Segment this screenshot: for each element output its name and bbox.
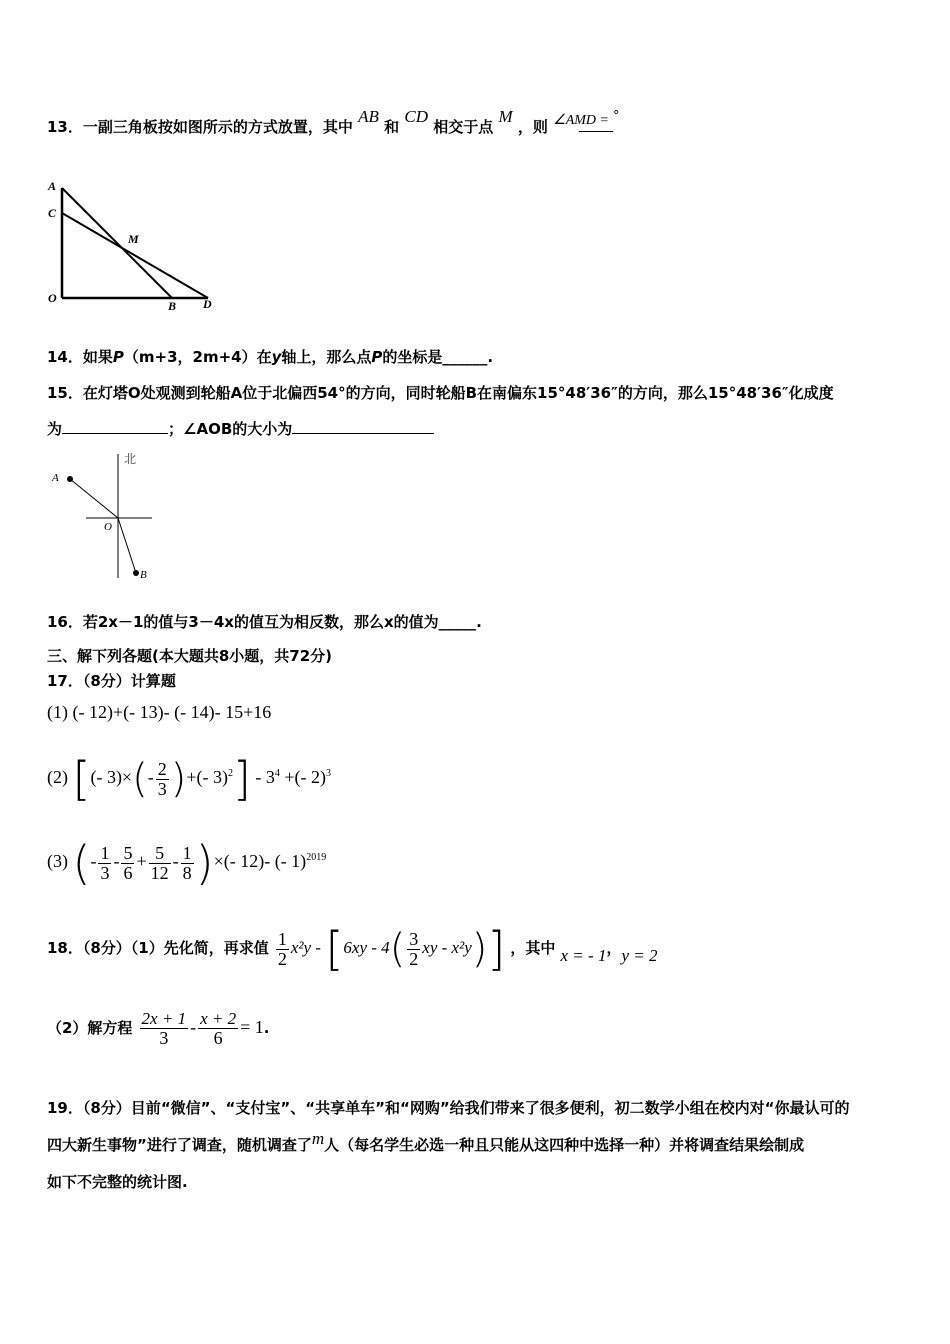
q15-line2 — [47, 418, 434, 439]
q13-degree: ° — [612, 109, 620, 124]
q17-part3: (3) (- $\frac{1}{3}$ - $\frac{5}{6}$ + $\frac{5}{12}$ - $\frac{1}{8}$ )×(- 12)- (- 1)$^{2019}$ — [47, 836, 327, 890]
q13-fig-label-c: C — [48, 206, 57, 220]
q16-text: 若2x－1的值与3－4x的值互为相反数，那么x的值为_____. — [82, 613, 482, 631]
q17-part3-frac3: $\frac{5}{12}$ — [150, 842, 169, 883]
q14-number: 14． — [47, 348, 83, 366]
q15-text-line2a: 为 — [47, 420, 63, 438]
section3-title: 三、解下列各题(本大题共8小题，共72分) — [47, 647, 333, 665]
q13-fig-segment-ab — [62, 188, 172, 298]
q18-frac-half: $\frac{1}{2}$ — [277, 928, 287, 969]
q15-fig-label-b: B — [140, 569, 147, 581]
q14-text1: 如果 — [82, 348, 113, 366]
q17-part2: (2) [(- 3)×(- $\frac{2}{3}$ )+(- $3)^2] - 3^4$ +(- 2)$^3$ — [47, 752, 332, 806]
q14-point-p2: P — [371, 348, 383, 366]
q15-fig-ray-oa — [70, 479, 118, 518]
q15-blank2 — [292, 419, 434, 434]
q18-part2-text: （2）解方程 — [47, 1019, 133, 1037]
q17-part2-c: - 3 — [255, 767, 275, 788]
q18-cond-x: x = - 1 — [560, 946, 607, 966]
q13-text1: 一副三角板按如图所示的方式放置，其中 — [82, 118, 353, 136]
q13-text3: ，则 — [517, 118, 548, 136]
q13-line — [47, 107, 620, 137]
q18-frac-three-half: $\frac{3}{2}$ — [409, 928, 419, 969]
q18-expr2: 6xy - 4 — [343, 938, 390, 958]
q19-var-m: m — [311, 1129, 325, 1148]
q15-fig-ray-ob — [118, 518, 136, 573]
q17-part2-neg: - — [147, 767, 154, 788]
q18-eq-frac2: $\frac{x + 2}{6}$ — [200, 1009, 237, 1048]
q18-eq-frac1: $\frac{2x + 1}{3}$ — [141, 1009, 187, 1048]
q13-figure — [40, 170, 230, 320]
q14-point-p: P — [112, 348, 124, 366]
q13-angle: ∠AMD = — [553, 113, 609, 128]
q15-fig-point-a — [67, 476, 73, 482]
q19-line3: 如下不完整的统计图. — [47, 1173, 188, 1191]
q15-fig-label-north: 北 — [124, 452, 137, 466]
q19-line1 — [47, 1097, 850, 1118]
q18-expr3: xy - x²y — [422, 938, 472, 958]
q17-line — [47, 670, 176, 691]
q18-part1: 18．（8分）（1）先化简，再求值 $\frac{1}{2}$ x²y - [6xy - 4( $\frac{3}{2}$ xy - x²y)] ，其中 x = - 1，y = 2 — [47, 922, 658, 976]
q17-part2-b: +(- 3) — [186, 767, 228, 788]
q16-number: 16． — [47, 613, 83, 631]
q13-fig-label-d: D — [203, 297, 212, 311]
q17-part3-frac4: $\frac{1}{8}$ — [182, 842, 192, 883]
q18-part2: （2）解方程 $\frac{2x + 1}{3}$ - $\frac{x + 2}{6}$ = 1. — [47, 1009, 270, 1048]
q18-part1-text: （8分）（1）先化简，再求值 — [82, 939, 269, 958]
q13-fig-label-b: B — [168, 299, 177, 313]
q17-part2-rbracket: ] — [232, 752, 251, 806]
q18-part1-tail: ，其中 — [510, 939, 556, 958]
q19-text-line1: （8分）目前“微信”、“支付宝”、“共享单车”和“网购”给我们带来了很多便利，初二数学小组在校内对“你最认可的 — [82, 1099, 850, 1117]
q13-fig-label-m: M — [128, 232, 139, 246]
q17-part2-lbracket: [ — [72, 752, 91, 806]
q17-part3-tail: ×(- 12)- (- 1) — [213, 851, 307, 872]
q15-line1 — [47, 382, 834, 403]
q17-part2-fraction: $\frac{2}{3}$ — [157, 758, 167, 799]
q19-number: 19． — [47, 1099, 83, 1117]
q17-part1: (1) (- 12)+(- 13)- (- 14)- 15+16 — [47, 702, 272, 722]
q18-eq-rhs: = 1 — [240, 1017, 264, 1037]
q13-fig-label-o: O — [48, 291, 57, 305]
q14-text3: 轴上，那么点 — [281, 348, 372, 366]
q15-fig-label-a: A — [52, 472, 59, 484]
q15-blank1 — [62, 419, 168, 434]
q18-cond-y: y = 2 — [621, 946, 658, 966]
q13-cd: CD — [404, 107, 429, 126]
q14-line — [47, 346, 493, 367]
q13-he: 和 — [384, 118, 400, 136]
q17-part2-d: +(- 2) — [284, 767, 327, 788]
q15-text-line2b: ；∠AOB的大小为 — [168, 420, 293, 438]
q15-number: 15． — [47, 384, 83, 402]
q15-figure — [40, 448, 165, 588]
q13-text2: 相交于点 — [433, 118, 494, 136]
q14-text4: 的坐标是______. — [382, 348, 494, 366]
q18-cond-sep: ， — [606, 939, 622, 958]
q13-fig-label-a: A — [48, 179, 57, 193]
q14-text2: 在 — [256, 348, 272, 366]
q17-part2-label: (2) — [47, 767, 68, 788]
q13-number: 13． — [47, 118, 83, 136]
q15-fig-point-b — [133, 570, 139, 576]
q14-axis-y: y — [271, 348, 282, 366]
q17-title: （8分）计算题 — [82, 672, 176, 690]
q17-part3-label: (3) — [47, 851, 68, 872]
q18-expr1: x²y - — [290, 938, 321, 958]
q16-line — [47, 611, 482, 632]
q19-line2 — [47, 1129, 805, 1155]
q13-ab: AB — [358, 107, 379, 126]
q15-fig-label-o: O — [104, 521, 112, 533]
q17-number: 17． — [47, 672, 83, 690]
q13-fig-segment-cd — [62, 213, 208, 298]
q14-coord: （m+3，2m+4） — [123, 348, 257, 366]
q17-part3-frac1: $\frac{1}{3}$ — [100, 842, 110, 883]
q13-m: M — [498, 107, 513, 126]
q17-part3-frac2: $\frac{5}{6}$ — [123, 842, 133, 883]
q15-text-line1: 在灯塔O处观测到轮船A位于北偏西54°的方向，同时轮船B在南偏东15°48′36″的方向，那么15°48′36″化成度 — [82, 384, 834, 402]
q17-part2-a: (- 3)× — [90, 767, 133, 788]
q18-number: 18． — [47, 939, 83, 958]
q19-text-line2b: 人（每名学生必选一种且只能从这四种中选择一种）并将调查结果绘制成 — [324, 1136, 805, 1154]
q19-text-line2a: 四大新生事物”进行了调查，随机调查了 — [47, 1136, 312, 1154]
